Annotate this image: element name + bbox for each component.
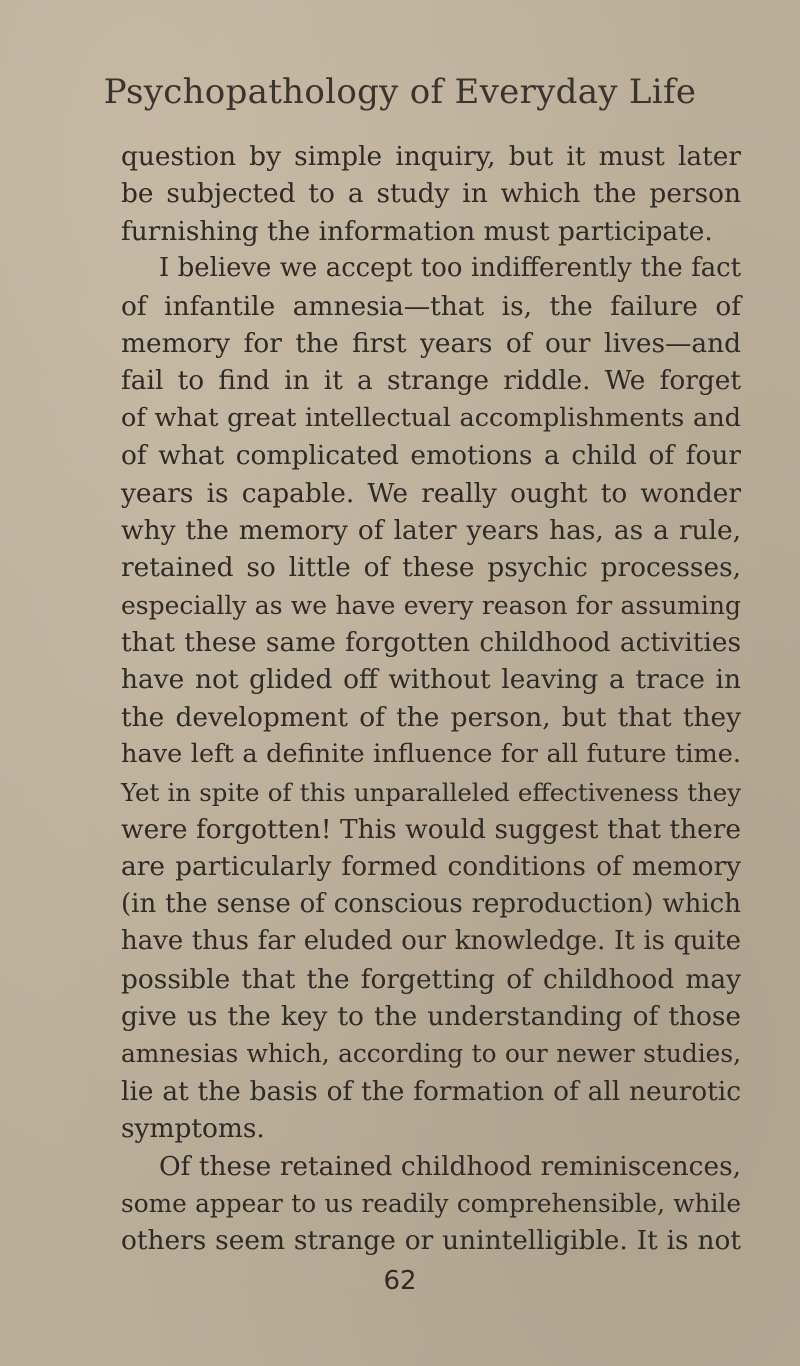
text-line: of what great intellectual accomplishments and [121, 402, 741, 433]
running-head: Psychopathology of Everyday Life [103, 72, 697, 112]
text-line: others seem strange or unintelligible. It is not [121, 1225, 741, 1257]
text-line: that these same forgotten childhood activities [121, 627, 741, 659]
text-line: I believe we accept too indifferently the fact [159, 253, 741, 284]
text-line: (in the sense of conscious reproduction) which [121, 888, 741, 919]
text-line: lie at the basis of the formation of all neurotic [121, 1075, 741, 1107]
text-line: why the memory of later years has, as a rule, [121, 514, 741, 546]
text-line: amnesias which, according to our newer studies, [121, 1039, 741, 1069]
text-line: possible that the forgetting of childhood may [121, 963, 741, 995]
text-line: especially as we have every reason for assuming [121, 590, 741, 620]
text-line: of infantile amnesia—that is, the failure of [121, 290, 741, 322]
text-line: fail to find in it a strange riddle. We forget [121, 365, 741, 397]
text-line: Of these retained childhood reminiscences, [159, 1150, 741, 1182]
text-line: furnishing the information must participate. [121, 215, 713, 247]
text-line: symptoms. [121, 1113, 265, 1145]
text-line: retained so little of these psychic processes, [121, 552, 741, 584]
text-line: Yet in spite of this unparalleled effectiveness they [121, 777, 741, 807]
text-line: were forgotten! This would suggest that there [121, 814, 741, 846]
text-line: give us the key to the understanding of those [121, 1000, 741, 1032]
body-text [121, 138, 741, 1260]
page-number: 62 [383, 1266, 417, 1296]
text-line: have thus far eluded our knowledge. It is quite [121, 926, 741, 957]
text-line: have not glided off without leaving a trace in [121, 664, 741, 696]
text-line: have left a definite influence for all future time. [121, 739, 741, 770]
text-line: question by simple inquiry, but it must later [121, 141, 741, 172]
text-line: of what complicated emotions a child of four [121, 440, 741, 472]
text-line: are particularly formed conditions of memory [121, 851, 741, 883]
text-line: some appear to us readily comprehensible, while [121, 1188, 741, 1218]
text-line: the development of the person, but that they [121, 701, 741, 733]
text-line: memory for the first years of our lives—and [121, 327, 741, 359]
text-line: be subjected to a study in which the person [121, 178, 741, 210]
text-line: years is capable. We really ought to wonder [121, 477, 741, 509]
